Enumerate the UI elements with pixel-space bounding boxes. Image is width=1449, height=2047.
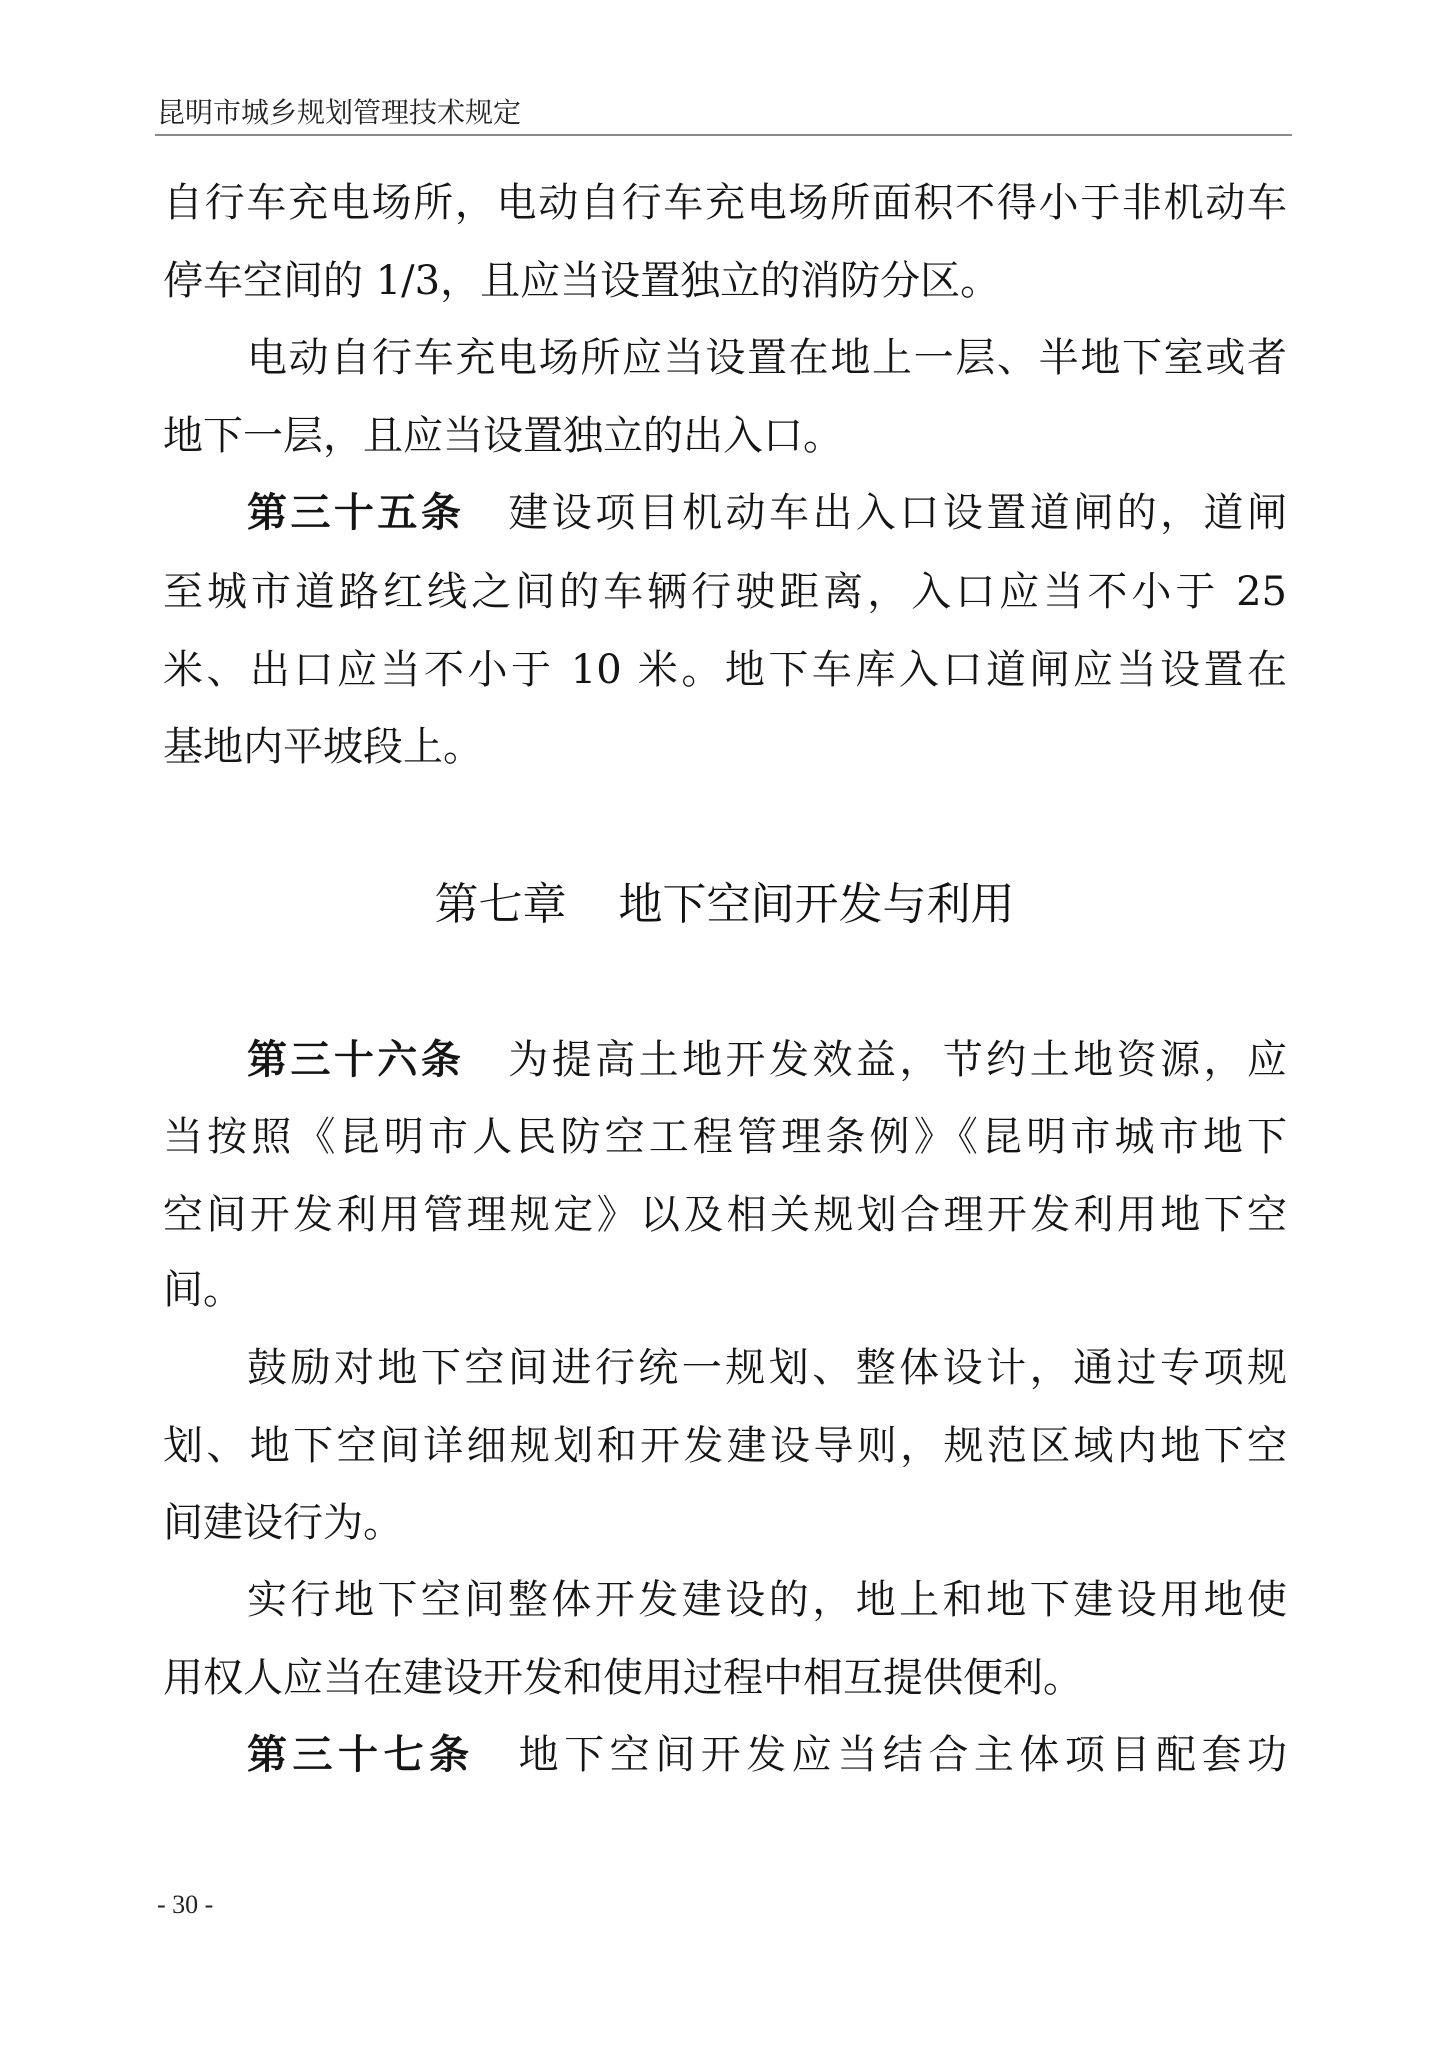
article-37-first-line	[247, 1731, 1287, 1779]
page-number: - 30 -	[157, 1890, 214, 1919]
body-line: 实行地下空间整体开发建设的，地上和地下建设用地使	[247, 1577, 1287, 1623]
body-line: 用权人应当在建设开发和使用过程中相互提供便利。	[163, 1655, 1083, 1701]
article-35-first-line	[247, 489, 1287, 537]
body-line: 空间开发利用管理规定》以及相关规划合理开发利用地下空	[163, 1192, 1287, 1238]
body-line: 间。	[163, 1267, 243, 1313]
article-37-text: 地下空间开发应当结合主体项目配套功	[518, 1732, 1287, 1778]
article-35-label: 第三十五条	[247, 490, 465, 536]
body-line: 鼓励对地下空间进行统一规划、整体设计，通过专项规	[247, 1345, 1287, 1391]
body-line: 间建设行为。	[163, 1500, 403, 1546]
body-line: 自行车充电场所，电动自行车充电场所面积不得小于非机动车	[163, 180, 1287, 226]
article-37-label: 第三十七条	[247, 1732, 475, 1778]
article-35-text: 建设项目机动车出入口设置道闸的，道闸	[508, 490, 1287, 536]
body-line: 电动自行车充电场所应当设置在地上一层、半地下室或者	[247, 335, 1287, 381]
body-line: 划、地下空间详细规划和开发建设导则，规范区域内地下空	[163, 1423, 1287, 1469]
chapter-title: 地下空间开发与利用	[618, 879, 1015, 930]
body-line: 当按照《昆明市人民防空工程管理条例》《昆明市城市地下	[163, 1114, 1287, 1160]
header-divider	[155, 134, 1292, 136]
chapter-heading	[0, 878, 1449, 932]
article-36-text: 为提高土地开发效益，节约土地资源，应	[508, 1037, 1287, 1083]
body-line: 基地内平坡段上。	[163, 724, 483, 770]
article-36-first-line	[247, 1036, 1287, 1084]
body-line: 米、出口应当不小于 10 米。地下车库入口道闸应当设置在	[163, 647, 1287, 693]
running-header: 昆明市城乡规划管理技术规定	[157, 96, 522, 129]
body-line: 地下一层，且应当设置独立的出入口。	[163, 413, 843, 459]
article-36-label: 第三十六条	[247, 1037, 465, 1083]
body-line: 至城市道路红线之间的车辆行驶距离，入口应当不小于 25	[163, 569, 1287, 615]
body-line: 停车空间的 1/3，且应当设置独立的消防分区。	[163, 258, 1001, 304]
chapter-number: 第七章	[434, 879, 567, 930]
